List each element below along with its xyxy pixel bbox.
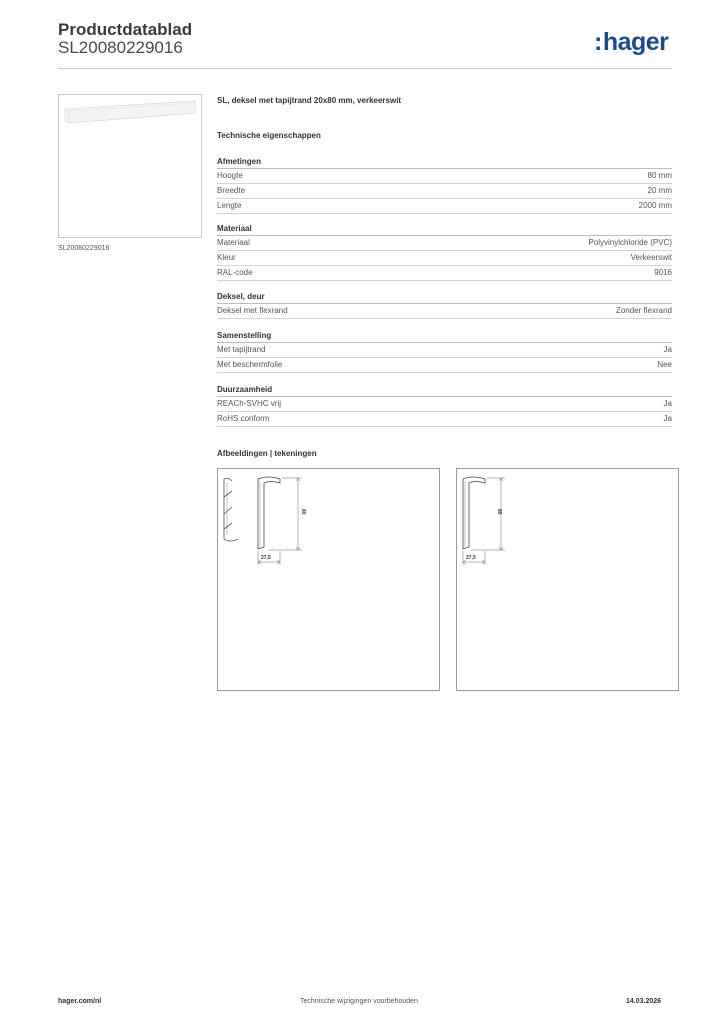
logo-colon-mark: : (594, 28, 602, 56)
height-dimension-label: 80 (496, 509, 502, 515)
spec-value: Verkeerswit (630, 253, 672, 262)
width-dimension-label: 27,5 (466, 555, 476, 561)
spec-row-ral-code (217, 266, 672, 281)
spec-label: REACh-SVHC vrij (217, 399, 282, 408)
spec-value: 2000 mm (638, 201, 672, 210)
spec-label: Deksel met flexrand (217, 306, 288, 315)
drawings-title: Afbeeldingen | tekeningen (217, 449, 317, 458)
spec-row-beschermfolie (217, 358, 672, 373)
thumbnail-caption: SL20080229016 (58, 245, 110, 252)
spec-value: Ja (663, 414, 672, 423)
spec-value: Polyvinylchloride (PVC) (588, 238, 672, 247)
section-title: Samenstelling (217, 329, 672, 343)
profile-drawing (457, 469, 680, 692)
header-divider (58, 68, 672, 69)
section-title: Afmetingen (217, 155, 672, 169)
spec-label: RoHS conform (217, 414, 270, 423)
spec-row-kleur (217, 251, 672, 266)
spec-value: Ja (663, 345, 672, 354)
section-samenstelling (217, 329, 672, 373)
spec-row-deksel-flexrand (217, 304, 672, 319)
page-title: Productdatablad (58, 20, 193, 39)
spec-row-tapijtrand (217, 343, 672, 358)
spec-label: Lengte (217, 201, 242, 210)
technical-drawing-2 (456, 468, 679, 691)
spec-row-rohs (217, 412, 672, 427)
footer-notice: Technische wijzigingen voorbehouden (300, 998, 418, 1005)
spec-row-breedte (217, 184, 672, 199)
hager-logo (594, 28, 668, 57)
spec-value: Ja (663, 399, 672, 408)
product-title: SL, deksel met tapijtrand 20x80 mm, verkeerswit (217, 96, 402, 105)
section-deksel-deur (217, 290, 672, 319)
technical-drawing-1 (217, 468, 440, 691)
logo-text: hager (602, 28, 669, 56)
height-dimension-label: 80 (300, 509, 306, 515)
spec-value: 80 mm (647, 171, 672, 180)
spec-value: 9016 (654, 268, 672, 277)
spec-row-lengte (217, 199, 672, 214)
technical-properties-title: Technische eigenschappen (217, 131, 321, 140)
spec-value: Nee (657, 360, 672, 369)
product-cover-image (59, 95, 203, 239)
section-duurzaamheid (217, 383, 672, 427)
spec-label: Kleur (217, 253, 236, 262)
spec-label: Met beschermfolie (217, 360, 283, 369)
spec-label: Hoogte (217, 171, 243, 180)
spec-label: RAL-code (217, 268, 253, 277)
footer-website-link[interactable]: hager.com/nl (58, 998, 102, 1005)
spec-label: Met tapijtrand (217, 345, 266, 354)
section-title: Materiaal (217, 222, 672, 236)
spec-label: Materiaal (217, 238, 250, 247)
product-thumbnail (58, 94, 202, 238)
spec-row-reach (217, 397, 672, 412)
footer-date: 14.03.2026 (626, 998, 662, 1005)
profile-drawing (218, 469, 441, 692)
spec-label: Breedte (217, 186, 246, 195)
section-afmetingen (217, 155, 672, 214)
spec-value: 20 mm (647, 186, 672, 195)
width-dimension-label: 27,5 (261, 555, 271, 561)
spec-value: Zonder flexrand (615, 306, 672, 315)
product-code: SL20080229016 (58, 38, 183, 57)
spec-row-hoogte (217, 169, 672, 184)
spec-row-materiaal (217, 236, 672, 251)
section-materiaal (217, 222, 672, 281)
section-title: Duurzaamheid (217, 383, 672, 397)
section-title: Deksel, deur (217, 290, 672, 304)
